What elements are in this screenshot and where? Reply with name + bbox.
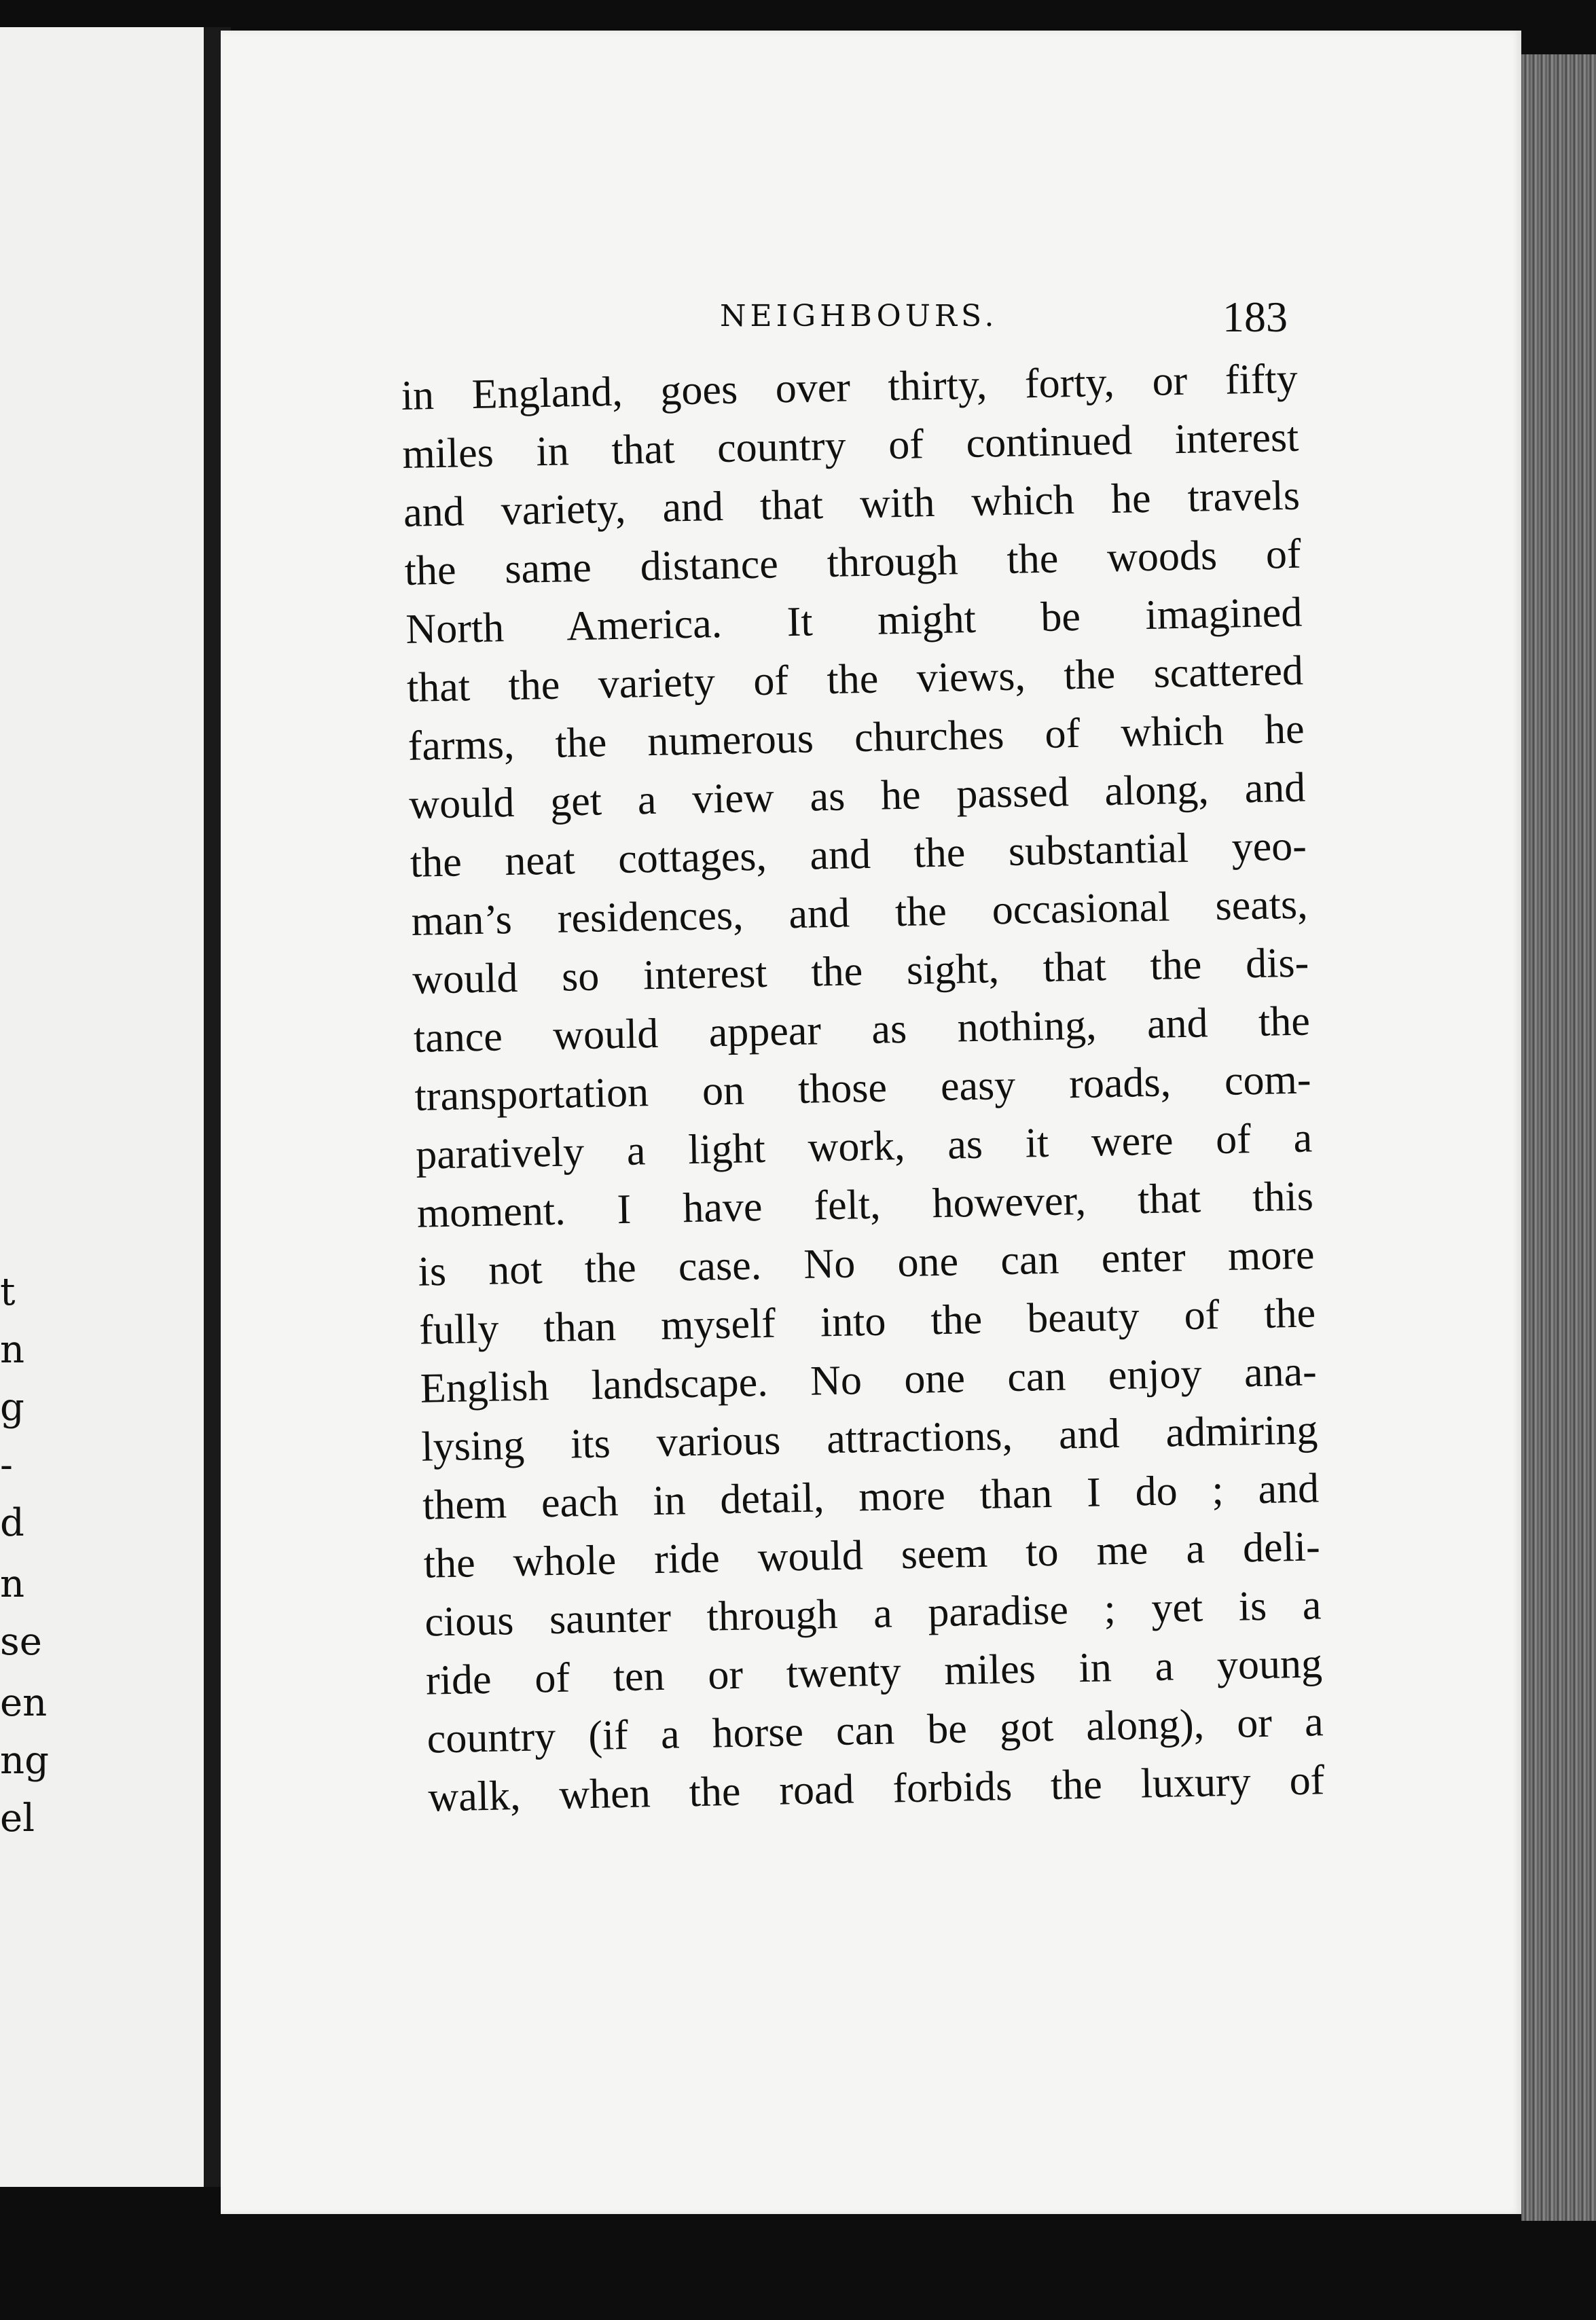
- text-line: that the variety of the views, the scattered: [406, 647, 1304, 711]
- left-fragment: n: [0, 1562, 25, 1606]
- left-fragment: en: [0, 1681, 48, 1725]
- text-line: walk, when the road forbids the luxury of: [427, 1757, 1325, 1821]
- left-fragment: n: [0, 1328, 25, 1372]
- page-edges: [1521, 54, 1596, 2221]
- text-line: and variety, and that with which he travels: [403, 472, 1301, 536]
- text-line: English landscape. No one can enjoy ana-: [420, 1348, 1318, 1412]
- text-line: them each in detail, more than I do ; and: [422, 1465, 1320, 1529]
- left-fragment: el: [0, 1796, 35, 1841]
- text-line: fully than myself into the beauty of the: [418, 1290, 1316, 1354]
- text-line: moment. I have felt, however, that this: [416, 1173, 1314, 1237]
- left-fragment: -: [0, 1443, 13, 1487]
- left-fragment: se: [0, 1620, 42, 1664]
- text-line: farms, the numerous churches of which he: [407, 706, 1305, 769]
- left-page-fragments: [0, 27, 204, 2187]
- text-line: the same distance through the woods of: [404, 530, 1302, 594]
- text-line: tance would appear as nothing, and the: [413, 998, 1311, 1062]
- text-line: country (if a horse can be got along), or a: [427, 1699, 1324, 1762]
- text-line: the neat cottages, and the substantial yeo-: [410, 822, 1307, 886]
- body-text: [401, 350, 1325, 1827]
- left-facing-page: [0, 27, 206, 2187]
- text-line: ride of ten or twenty miles in a young: [425, 1640, 1323, 1704]
- left-fragment: ng: [0, 1739, 49, 1783]
- text-line: would so interest the sight, that the dis-: [412, 939, 1309, 1003]
- text-line: the whole ride would seem to me a deli-: [423, 1523, 1321, 1587]
- left-fragment: t: [0, 1270, 16, 1314]
- text-line: North America. It might be imagined: [405, 589, 1303, 653]
- text-line: is not the case. No one can enter more: [417, 1231, 1315, 1295]
- running-head: NEIGHBOURS.: [720, 299, 998, 333]
- text-line: would get a view as he passed along, and: [408, 764, 1306, 828]
- page-number: 183: [1222, 293, 1288, 341]
- left-fragment: g: [0, 1385, 24, 1430]
- text-line: miles in that country of continued interest: [401, 414, 1299, 477]
- text-line: lysing its various attractions, and admiring: [420, 1407, 1318, 1470]
- text-line: man’s residences, and the occasional seats,: [411, 881, 1309, 945]
- text-line: in England, goes over thirty, forty, or fifty: [401, 355, 1299, 419]
- text-line: paratively a light work, as it were of a: [415, 1114, 1313, 1178]
- text-line: transportation on those easy roads, com-: [414, 1056, 1312, 1120]
- left-fragment: d: [0, 1501, 24, 1545]
- text-line: cious saunter through a paradise ; yet is a: [424, 1582, 1322, 1646]
